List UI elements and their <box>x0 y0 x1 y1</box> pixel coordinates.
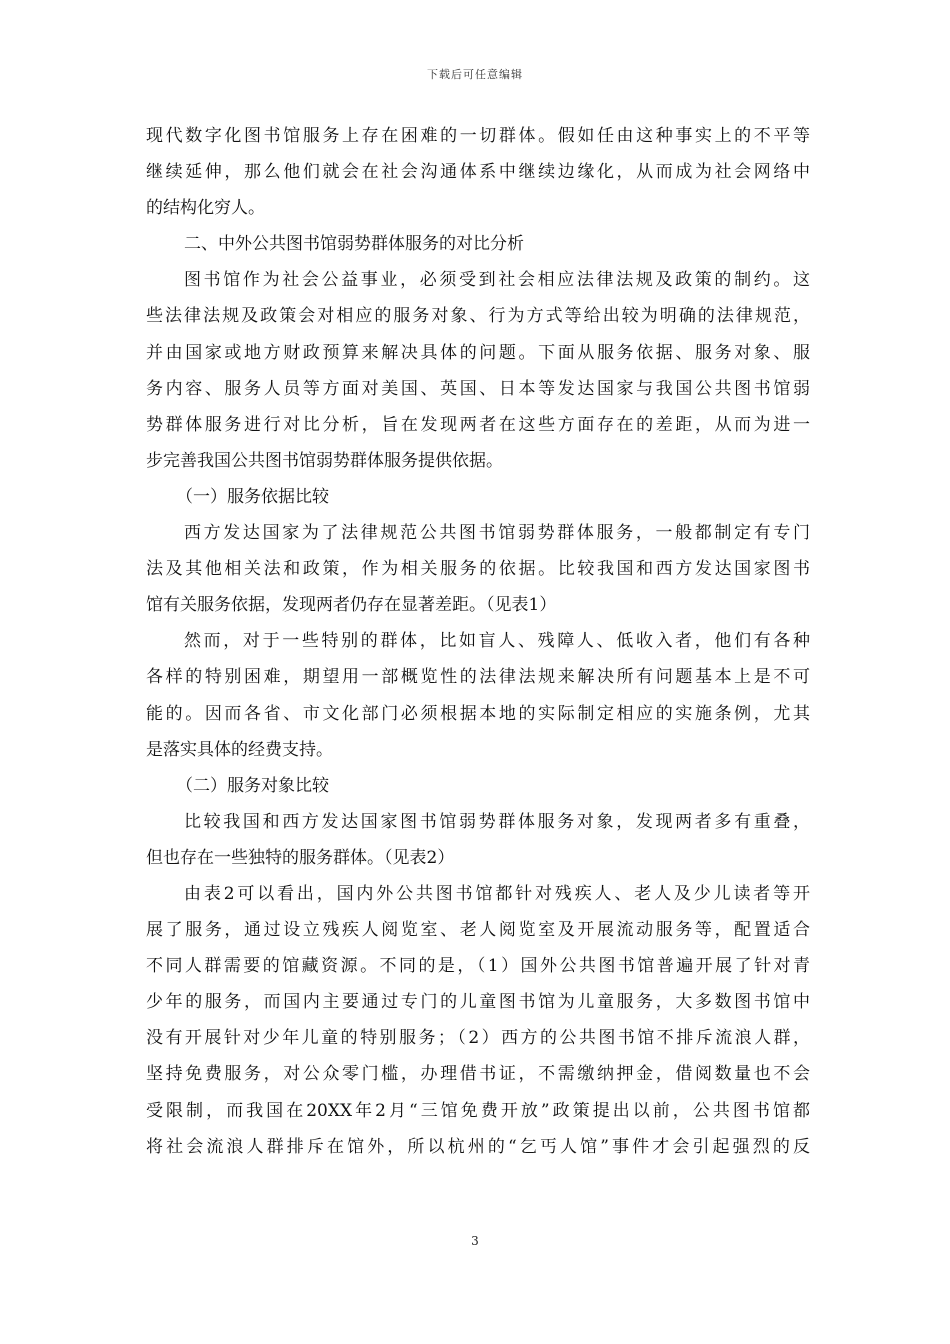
body-line: 然而，对于一些特别的群体，比如盲人、残障人、低收入者，他们有各种 <box>184 631 810 652</box>
body-line: 坚持免费服务，对公众零门槛，办理借书证，不需缴纳押金，借阅数量也不会 <box>146 1064 810 1085</box>
body-line: 展了服务，通过设立残疾人阅览室、老人阅览室及开展流动服务等，配置适合 <box>146 920 810 941</box>
body-line: 馆有关服务依据，发现两者仍存在显著差距。（见表1） <box>146 595 557 616</box>
body-line: 西方发达国家为了法律规范公共图书馆弱势群体服务，一般都制定有专门 <box>184 523 810 544</box>
body-line: 受限制，而我国在20XX年2月“三馆免费开放”政策提出以前，公共图书馆都 <box>146 1100 810 1121</box>
body-line: 少年的服务，而国内主要通过专门的儿童图书馆为儿童服务，大多数图书馆中 <box>146 992 810 1013</box>
body-line: 图书馆作为社会公益事业，必须受到社会相应法律法规及政策的制约。这 <box>184 270 810 291</box>
body-line: 势群体服务进行对比分析，旨在发现两者在这些方面存在的差距，从而为进一 <box>146 414 810 435</box>
subsection-heading: （二）服务对象比较 <box>176 775 329 796</box>
page-header: 下载后可任意编辑 <box>427 68 523 81</box>
body-line: 将社会流浪人群排斥在馆外，所以杭州的“乞丐人馆”事件才会引起强烈的反 <box>146 1136 810 1157</box>
section-heading: 二、中外公共图书馆弱势群体服务的对比分析 <box>184 234 524 255</box>
body-line: 各样的特别困难，期望用一部概览性的法律法规来解决所有问题基本上是不可 <box>146 667 810 688</box>
body-line: 由表2可以看出，国内外公共图书馆都针对残疾人、老人及少儿读者等开 <box>184 883 810 904</box>
body-line: 法及其他相关法和政策，作为相关服务的依据。比较我国和西方发达国家图书 <box>146 559 810 580</box>
document-body <box>146 118 810 1165</box>
body-line: 是落实具体的经费支持。 <box>146 739 333 760</box>
page-number: 3 <box>471 1234 479 1248</box>
body-line: 步完善我国公共图书馆弱势群体服务提供依据。 <box>146 450 503 471</box>
body-line: 些法律法规及政策会对相应的服务对象、行为方式等给出较为明确的法律规范， <box>146 306 810 327</box>
body-line: 的结构化穷人。 <box>146 198 265 219</box>
subsection-heading: （一）服务依据比较 <box>176 486 329 507</box>
body-line: 但也存在一些独特的服务群体。（见表2） <box>146 847 455 868</box>
body-line: 没有开展针对少年儿童的特别服务；（2）西方的公共图书馆不排斥流浪人群， <box>146 1028 810 1049</box>
body-line: 务内容、服务人员等方面对美国、英国、日本等发达国家与我国公共图书馆弱 <box>146 378 810 399</box>
body-line: 并由国家或地方财政预算来解决具体的问题。下面从服务依据、服务对象、服 <box>146 342 810 363</box>
body-line: 不同人群需要的馆藏资源。不同的是，（1）国外公共图书馆普遍开展了针对青 <box>146 956 810 977</box>
body-line: 继续延伸，那么他们就会在社会沟通体系中继续边缘化，从而成为社会网络中 <box>146 162 810 183</box>
body-line: 现代数字化图书馆服务上存在困难的一切群体。假如任由这种事实上的不平等 <box>146 126 810 146</box>
body-line: 比较我国和西方发达国家图书馆弱势群体服务对象，发现两者多有重叠， <box>184 811 810 832</box>
body-line: 能的。因而各省、市文化部门必须根据本地的实际制定相应的实施条例，尤其 <box>146 703 810 724</box>
